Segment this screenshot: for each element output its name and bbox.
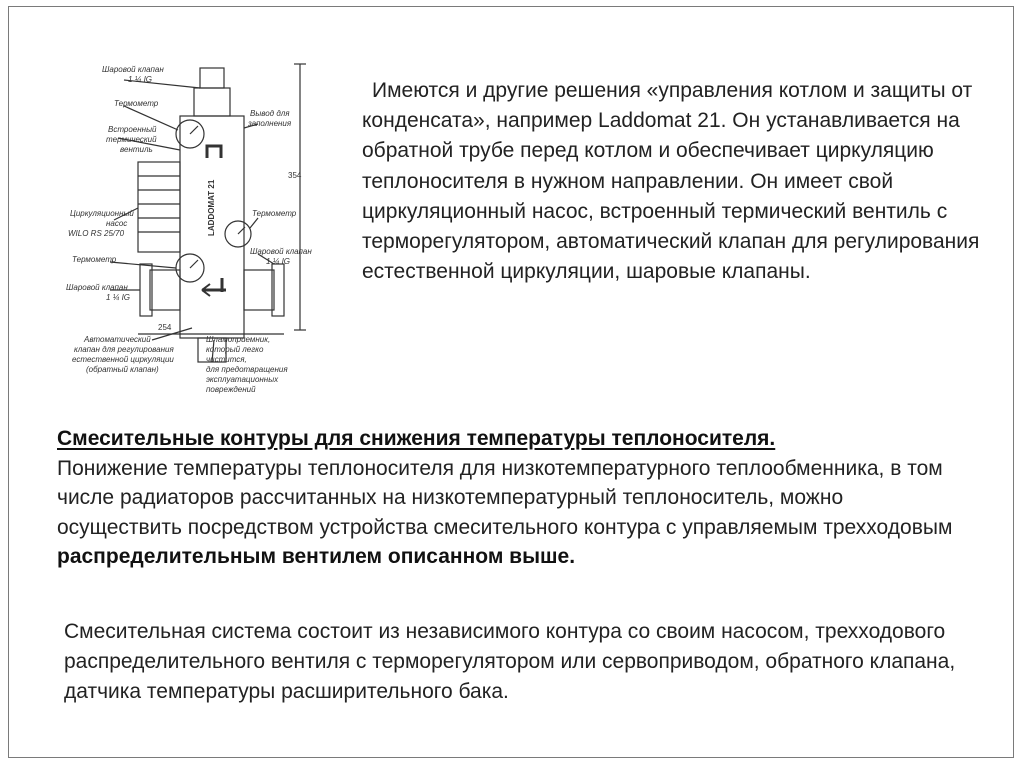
label-circ-pump-3: WILO RS 25/70 — [68, 229, 125, 238]
label-builtin-valve: Встроенный — [108, 125, 157, 134]
label-circ-pump-2: насос — [106, 219, 128, 228]
top-valve-body — [194, 88, 230, 116]
label-auto-valve-4: (обратный клапан) — [86, 365, 159, 374]
label-ball-valve-left-size: 1 ¼ IG — [106, 293, 131, 302]
label-thermometer-top: Термометр — [114, 99, 159, 108]
laddomat-diagram — [62, 58, 322, 404]
left-pipe — [150, 270, 180, 310]
label-builtin-valve-3: вентиль — [120, 145, 153, 154]
dim-height: 354 — [288, 171, 302, 180]
label-sludge-2: который легко — [206, 345, 264, 354]
label-fill-outlet-2: заполнения — [248, 119, 292, 128]
label-ball-valve-right: Шаровой клапан — [250, 247, 312, 256]
label-fill-outlet: Вывод для — [250, 109, 290, 118]
label-ball-valve-left: Шаровой клапан — [66, 283, 128, 292]
label-ball-valve-top-size: 1 ¼ IG — [128, 75, 153, 84]
top-valve-cap — [200, 68, 224, 88]
label-ball-valve-top: Шаровой клапан — [102, 65, 164, 74]
label-auto-valve-2: клапан для регулирования — [74, 345, 174, 354]
label-ball-valve-right-size: 1 ¼ IG — [266, 257, 291, 266]
label-thermometer-right: Термометр — [252, 209, 297, 218]
mixing-system-paragraph — [64, 617, 964, 707]
right-pipe — [244, 270, 274, 310]
label-circ-pump: Циркуляционный — [70, 209, 134, 218]
label-auto-valve-3: естественной циркуляции — [72, 355, 174, 364]
label-sludge-6: повреждений — [206, 385, 256, 394]
section-bold-tail: распределительным вентилем описанном выше. — [57, 545, 576, 568]
section-title: Смесительные контуры для снижения температуры теплоносителя. — [57, 427, 776, 450]
section-body: Понижение температуры теплоносителя для низкотемпературного теплообменника, в том числе радиаторов рассчитанных на низкотемпературный теплоноситель, можно осуществить посредством устройства смесительного контура с управляемым трехходовым — [57, 456, 953, 539]
label-auto-valve: Автоматический — [84, 335, 151, 344]
mixing-system-text: Смесительная система состоит из независимого контура со своим насосом, трехходового распределительного вентиля с терморегулятором или сервоприводом, обратного клапана, датчика температуры расширительного бака. — [64, 620, 956, 703]
label-thermometer-left: Термометр — [72, 255, 117, 264]
label-sludge: Шламоприемник, — [206, 335, 271, 344]
label-builtin-valve-2: термический — [106, 135, 157, 144]
label-sludge-5: эксплуатационных — [206, 375, 279, 384]
dim-width: 254 — [158, 323, 172, 332]
section-block — [57, 424, 957, 572]
label-sludge-3: чистится, — [206, 355, 247, 364]
intro-text: Имеются и другие решения «управления котлом и защиты от конденсата», например Laddomat 21. Он устанавливается на обратной трубе перед котлом и обеспечивает циркуляцию теплоносителя в нужном направлении. Он имеет свой циркуляционный насос, встроенный термический вентиль с терморегулятором, автоматический клапан для регулирования естественной циркуляции, шаровые клапаны. — [362, 79, 980, 284]
label-sludge-4: для предотвращения — [206, 365, 288, 374]
intro-paragraph — [362, 76, 982, 287]
laddomat-drawing — [62, 58, 322, 404]
brand-label: LADDOMAT 21 — [207, 179, 216, 236]
